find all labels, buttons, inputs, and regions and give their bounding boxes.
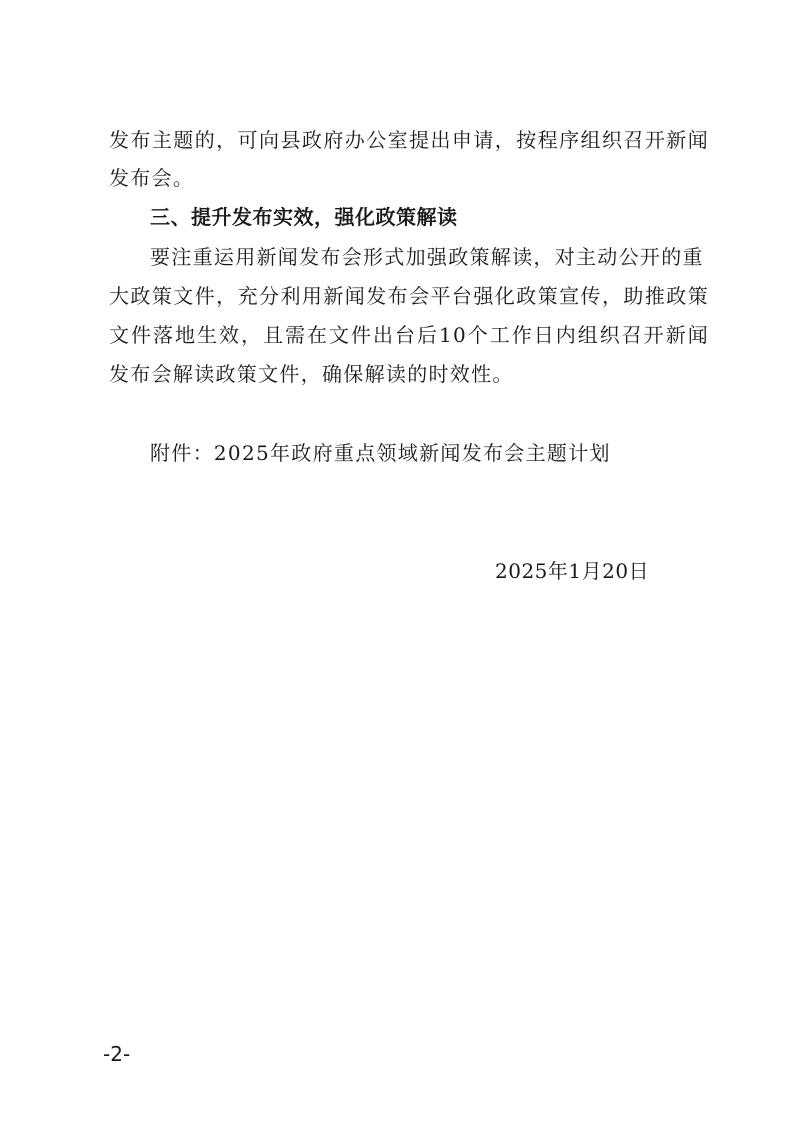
- paragraph-line: 发布会解读政策文件，确保解读的时效性。: [109, 362, 514, 386]
- paragraph-line: 发布主题的，可向县政府办公室提出申请，按程序组织召开新闻: [109, 128, 709, 152]
- page-number: -2-: [103, 1042, 131, 1066]
- paragraph-line: 大政策文件，充分利用新闻发布会平台强化政策宣传，助推政策: [109, 284, 709, 308]
- paragraph-line: 要注重运用新闻发布会形式加强政策解读，对主动公开的重: [150, 245, 704, 269]
- paragraph-line: 发布会。: [109, 166, 195, 190]
- document-date: 2025年1月20日: [495, 559, 650, 583]
- section-heading: 三、提升发布实效，强化政策解读: [150, 205, 458, 229]
- paragraph-line: 文件落地生效，且需在文件出台后10个工作日内组织召开新闻: [109, 323, 709, 347]
- attachment-line: 附件：2025年政府重点领域新闻发布会主题计划: [150, 441, 611, 465]
